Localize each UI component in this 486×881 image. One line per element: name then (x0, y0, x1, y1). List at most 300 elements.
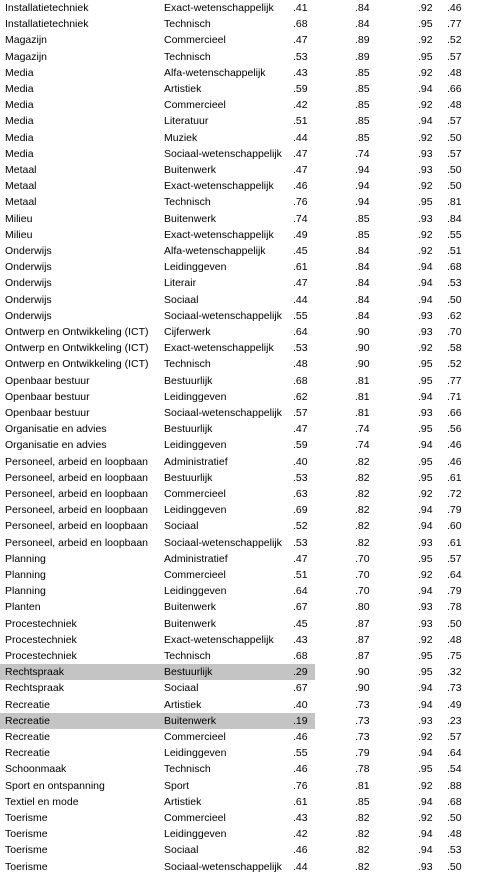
value-cell-3: .92 (418, 731, 433, 743)
type-cell: Literair (164, 277, 197, 290)
value-cell-3: .92 (418, 633, 433, 646)
sector-cell: Planten (5, 601, 41, 614)
table-row (0, 308, 486, 324)
type-cell: Commercieel (164, 812, 226, 824)
sector-cell: Procestechniek (5, 633, 77, 646)
value-cell-1: .47 (293, 147, 308, 160)
sector-cell: Rechtspraak (5, 682, 64, 695)
table-row (0, 0, 486, 16)
value-cell-3: .94 (418, 83, 433, 95)
value-cell-2: .82 (355, 520, 370, 533)
value-cell-2: .70 (355, 569, 370, 581)
sector-cell: Toerisme (5, 812, 48, 824)
type-cell: Exact-wetenschappelijk (164, 342, 274, 355)
type-cell: Administratief (164, 455, 228, 468)
value-cell-3: .92 (418, 66, 433, 79)
type-cell: Leidinggeven (164, 504, 227, 517)
sector-cell: Organisatie en advies (5, 423, 107, 436)
value-cell-4: .52 (447, 34, 462, 47)
value-cell-3: .95 (418, 763, 433, 776)
sector-cell: Personeel, arbeid en loopbaan (5, 504, 149, 517)
value-cell-2: .85 (355, 66, 370, 79)
type-cell: Cijferwerk (164, 326, 211, 338)
value-cell-1: .47 (293, 423, 308, 436)
value-cell-1: .45 (293, 617, 308, 630)
value-cell-4: .53 (447, 844, 462, 857)
value-cell-3: .95 (418, 374, 433, 387)
table-row (0, 65, 486, 81)
value-cell-3: .94 (418, 115, 433, 128)
table-row (0, 437, 486, 453)
sector-cell: Media (5, 131, 34, 144)
value-cell-2: .85 (355, 115, 370, 128)
sector-cell: Planning (5, 585, 46, 598)
value-cell-2: .73 (355, 731, 370, 743)
type-cell: Leidinggeven (164, 261, 227, 274)
value-cell-4: .75 (447, 650, 462, 662)
sector-cell: Installatietechniek (5, 18, 89, 31)
value-cell-1: .43 (293, 633, 308, 646)
value-cell-2: .70 (355, 552, 370, 565)
value-cell-4: .64 (447, 747, 462, 760)
value-cell-2: .73 (355, 698, 370, 711)
value-cell-2: .85 (355, 795, 370, 808)
type-cell: Exact-wetenschappelijk (164, 2, 274, 14)
value-cell-4: .77 (447, 18, 462, 31)
value-cell-4: .50 (447, 860, 462, 873)
value-cell-3: .93 (418, 326, 433, 338)
type-cell: Exact-wetenschappelijk (164, 633, 274, 646)
value-cell-4: .48 (447, 66, 462, 79)
type-cell: Bestuurlijk (164, 423, 213, 436)
sector-cell: Media (5, 147, 34, 160)
table-row (0, 49, 486, 65)
value-cell-1: .62 (293, 390, 308, 403)
table-row (0, 227, 486, 243)
value-cell-4: .46 (447, 439, 462, 452)
value-cell-1: .59 (293, 83, 308, 95)
type-cell: Sociaal-wetenschappelijk (164, 147, 282, 160)
value-cell-1: .40 (293, 698, 308, 711)
sector-cell: Milieu (5, 228, 33, 241)
sector-cell: Textiel en mode (5, 795, 79, 808)
value-cell-4: .57 (447, 552, 462, 565)
type-cell: Sociaal-wetenschappelijk (164, 860, 282, 873)
value-cell-1: .49 (293, 228, 308, 241)
value-cell-1: .43 (293, 812, 308, 824)
sector-cell: Openbaar bestuur (5, 374, 90, 387)
value-cell-3: .93 (418, 309, 433, 322)
value-cell-1: .45 (293, 245, 308, 257)
type-cell: Muziek (164, 131, 198, 144)
value-cell-1: .46 (293, 763, 308, 776)
value-cell-3: .92 (418, 569, 433, 581)
value-cell-3: .92 (418, 99, 433, 112)
value-cell-1: .55 (293, 309, 308, 322)
table-row (0, 810, 486, 826)
value-cell-1: .69 (293, 504, 308, 517)
value-cell-1: .44 (293, 293, 308, 306)
value-cell-3: .93 (418, 536, 433, 549)
sector-cell: Magazijn (5, 50, 48, 63)
value-cell-3: .94 (418, 439, 433, 452)
value-cell-4: .50 (447, 164, 462, 176)
value-cell-1: .43 (293, 66, 308, 79)
value-cell-4: .57 (447, 731, 462, 743)
value-cell-2: .84 (355, 309, 370, 322)
table-row (0, 648, 486, 664)
value-cell-4: .46 (447, 2, 462, 14)
type-cell: Sociaal (164, 520, 199, 533)
value-cell-4: .57 (447, 115, 462, 128)
type-cell: Bestuurlijk (164, 374, 213, 387)
value-cell-4: .62 (447, 309, 462, 322)
table-row (0, 178, 486, 194)
value-cell-3: .94 (418, 844, 433, 857)
sector-cell: Openbaar bestuur (5, 390, 90, 403)
value-cell-3: .95 (418, 455, 433, 468)
value-cell-3: .93 (418, 617, 433, 630)
sector-cell: Milieu (5, 212, 33, 225)
value-cell-2: .80 (355, 601, 370, 614)
value-cell-2: .82 (355, 455, 370, 468)
table-row (0, 324, 486, 340)
value-cell-3: .94 (418, 795, 433, 808)
sector-cell: Recreatie (5, 747, 50, 760)
value-cell-1: .44 (293, 131, 308, 144)
sector-cell: Organisatie en advies (5, 439, 107, 452)
type-cell: Technisch (164, 196, 211, 209)
value-cell-2: .84 (355, 277, 370, 290)
table-row (0, 616, 486, 632)
table-row (0, 130, 486, 146)
type-cell: Bestuurlijk (164, 471, 213, 484)
value-cell-1: .29 (293, 666, 308, 679)
value-cell-2: .70 (355, 585, 370, 598)
value-cell-4: .58 (447, 342, 462, 355)
value-cell-3: .94 (418, 261, 433, 274)
sector-cell: Schoonmaak (5, 763, 67, 776)
value-cell-2: .84 (355, 2, 370, 14)
table-row (0, 275, 486, 291)
value-cell-1: .40 (293, 455, 308, 468)
value-cell-3: .92 (418, 34, 433, 47)
type-cell: Exact-wetenschappelijk (164, 228, 274, 241)
value-cell-4: .50 (447, 293, 462, 306)
value-cell-4: .49 (447, 698, 462, 711)
value-cell-3: .95 (418, 196, 433, 209)
value-cell-3: .94 (418, 682, 433, 695)
value-cell-2: .74 (355, 147, 370, 160)
value-cell-3: .95 (418, 423, 433, 436)
value-cell-4: .88 (447, 779, 462, 792)
sector-cell: Metaal (5, 164, 37, 176)
value-cell-1: .51 (293, 569, 308, 581)
value-cell-4: .55 (447, 228, 462, 241)
value-cell-2: .90 (355, 358, 370, 371)
value-cell-2: .84 (355, 293, 370, 306)
value-cell-2: .84 (355, 261, 370, 274)
value-cell-1: .19 (293, 714, 308, 727)
type-cell: Technisch (164, 50, 211, 63)
value-cell-2: .82 (355, 471, 370, 484)
type-cell: Sociaal-wetenschappelijk (164, 407, 282, 419)
type-cell: Leidinggeven (164, 585, 227, 598)
type-cell: Commercieel (164, 488, 226, 500)
value-cell-4: .32 (447, 666, 462, 679)
sector-cell: Metaal (5, 180, 37, 193)
value-cell-4: .50 (447, 131, 462, 144)
sector-cell: Planning (5, 552, 46, 565)
value-cell-2: .82 (355, 860, 370, 873)
table-row (0, 16, 486, 32)
sector-cell: Onderwijs (5, 309, 52, 322)
value-cell-3: .92 (418, 488, 433, 500)
type-cell: Technisch (164, 650, 211, 662)
value-cell-4: .79 (447, 585, 462, 598)
table-row (0, 518, 486, 534)
table-row (0, 81, 486, 97)
value-cell-4: .73 (447, 682, 462, 695)
value-cell-3: .92 (418, 812, 433, 824)
value-cell-1: .68 (293, 18, 308, 31)
value-cell-1: .47 (293, 34, 308, 47)
value-cell-3: .92 (418, 779, 433, 792)
value-cell-2: .94 (355, 180, 370, 193)
value-cell-2: .73 (355, 714, 370, 727)
value-cell-1: .42 (293, 99, 308, 112)
table-row (0, 421, 486, 437)
type-cell: Leidinggeven (164, 439, 227, 452)
type-cell: Exact-wetenschappelijk (164, 180, 274, 193)
sector-cell: Toerisme (5, 844, 48, 857)
table-row (0, 729, 486, 745)
value-cell-1: .52 (293, 520, 308, 533)
value-cell-1: .53 (293, 471, 308, 484)
table-row (0, 340, 486, 356)
table-row (0, 778, 486, 794)
value-cell-2: .82 (355, 844, 370, 857)
value-cell-2: .87 (355, 633, 370, 646)
sector-cell: Onderwijs (5, 293, 52, 306)
value-cell-1: .55 (293, 747, 308, 760)
sector-cell: Procestechniek (5, 617, 77, 630)
value-cell-4: .61 (447, 471, 462, 484)
sector-cell: Toerisme (5, 828, 48, 841)
value-cell-2: .78 (355, 763, 370, 776)
table-row (0, 113, 486, 129)
table-row (0, 162, 486, 178)
table-row (0, 454, 486, 470)
sector-cell: Toerisme (5, 860, 48, 873)
type-cell: Sociaal-wetenschappelijk (164, 309, 282, 322)
table-row (0, 32, 486, 48)
value-cell-1: .47 (293, 552, 308, 565)
value-cell-2: .74 (355, 423, 370, 436)
type-cell: Sociaal (164, 293, 199, 306)
table-row (0, 745, 486, 761)
type-cell: Commercieel (164, 34, 226, 47)
table-row (0, 680, 486, 696)
type-cell: Artistiek (164, 795, 202, 808)
value-cell-3: .92 (418, 2, 433, 14)
value-cell-3: .93 (418, 147, 433, 160)
type-cell: Leidinggeven (164, 390, 227, 403)
sector-cell: Personeel, arbeid en loopbaan (5, 520, 149, 533)
value-cell-4: .66 (447, 83, 462, 95)
value-cell-2: .90 (355, 682, 370, 695)
value-cell-4: .23 (447, 714, 462, 727)
sector-cell: Onderwijs (5, 261, 52, 274)
value-cell-1: .47 (293, 277, 308, 290)
value-cell-3: .93 (418, 212, 433, 225)
table-row (0, 292, 486, 308)
value-cell-3: .94 (418, 828, 433, 841)
type-cell: Commercieel (164, 569, 226, 581)
table-row (0, 664, 486, 680)
table-row (0, 551, 486, 567)
value-cell-1: .64 (293, 326, 308, 338)
value-cell-4: .79 (447, 504, 462, 517)
value-cell-1: .51 (293, 115, 308, 128)
value-cell-1: .41 (293, 2, 308, 14)
value-cell-3: .92 (418, 131, 433, 144)
value-cell-4: .78 (447, 601, 462, 614)
value-cell-2: .85 (355, 228, 370, 241)
type-cell: Sociaal (164, 844, 199, 857)
type-cell: Leidinggeven (164, 828, 227, 841)
value-cell-4: .56 (447, 423, 462, 436)
table-row (0, 761, 486, 777)
value-cell-3: .94 (418, 390, 433, 403)
value-cell-2: .74 (355, 439, 370, 452)
value-cell-2: .94 (355, 164, 370, 176)
value-cell-3: .92 (418, 180, 433, 193)
value-cell-3: .92 (418, 342, 433, 355)
value-cell-4: .64 (447, 569, 462, 581)
sector-cell: Procestechniek (5, 650, 77, 662)
type-cell: Leidinggeven (164, 747, 227, 760)
value-cell-4: .52 (447, 358, 462, 371)
sector-cell: Recreatie (5, 714, 50, 727)
value-cell-4: .84 (447, 212, 462, 225)
table-row (0, 211, 486, 227)
value-cell-1: .67 (293, 682, 308, 695)
sector-cell: Ontwerp en Ontwikkeling (ICT) (5, 326, 149, 338)
table-row (0, 194, 486, 210)
value-cell-4: .60 (447, 520, 462, 533)
value-cell-2: .85 (355, 131, 370, 144)
value-cell-1: .59 (293, 439, 308, 452)
value-cell-3: .94 (418, 747, 433, 760)
table-row (0, 146, 486, 162)
table-row (0, 842, 486, 858)
value-cell-2: .90 (355, 342, 370, 355)
value-cell-1: .48 (293, 358, 308, 371)
type-cell: Buitenwerk (164, 601, 216, 614)
value-cell-4: .68 (447, 261, 462, 274)
sector-cell: Media (5, 99, 34, 112)
value-cell-1: .46 (293, 844, 308, 857)
value-cell-1: .74 (293, 212, 308, 225)
table-row (0, 97, 486, 113)
type-cell: Administratief (164, 552, 228, 565)
value-cell-4: .46 (447, 455, 462, 468)
sector-cell: Recreatie (5, 698, 50, 711)
sector-cell: Rechtspraak (5, 666, 64, 679)
value-cell-4: .53 (447, 277, 462, 290)
type-cell: Technisch (164, 358, 211, 371)
table-row (0, 794, 486, 810)
value-cell-1: .53 (293, 536, 308, 549)
value-cell-3: .92 (418, 228, 433, 241)
type-cell: Buitenwerk (164, 212, 216, 225)
value-cell-3: .92 (418, 245, 433, 257)
table-row (0, 859, 486, 875)
type-cell: Artistiek (164, 698, 202, 711)
sector-cell: Openbaar bestuur (5, 407, 90, 419)
value-cell-1: .46 (293, 180, 308, 193)
type-cell: Alfa-wetenschappelijk (164, 245, 266, 257)
value-cell-1: .63 (293, 488, 308, 500)
table-row (0, 470, 486, 486)
value-cell-3: .94 (418, 504, 433, 517)
value-cell-3: .93 (418, 601, 433, 614)
value-cell-3: .93 (418, 714, 433, 727)
value-cell-2: .85 (355, 83, 370, 95)
value-cell-2: .81 (355, 390, 370, 403)
value-cell-2: .89 (355, 50, 370, 63)
value-cell-2: .87 (355, 650, 370, 662)
sector-cell: Media (5, 66, 34, 79)
value-cell-3: .95 (418, 666, 433, 679)
value-cell-2: .84 (355, 245, 370, 257)
value-cell-3: .94 (418, 293, 433, 306)
sector-cell: Ontwerp en Ontwikkeling (ICT) (5, 342, 149, 355)
value-cell-3: .95 (418, 471, 433, 484)
table-row (0, 583, 486, 599)
type-cell: Buitenwerk (164, 714, 216, 727)
value-cell-3: .95 (418, 650, 433, 662)
sector-cell: Installatietechniek (5, 2, 89, 14)
value-cell-1: .57 (293, 407, 308, 419)
value-cell-3: .95 (418, 358, 433, 371)
value-cell-3: .94 (418, 698, 433, 711)
table-row (0, 826, 486, 842)
sector-cell: Personeel, arbeid en loopbaan (5, 471, 149, 484)
value-cell-2: .94 (355, 196, 370, 209)
value-cell-3: .93 (418, 164, 433, 176)
value-cell-4: .72 (447, 488, 462, 500)
value-cell-3: .93 (418, 860, 433, 873)
value-cell-2: .82 (355, 488, 370, 500)
sector-cell: Planning (5, 569, 46, 581)
value-cell-2: .90 (355, 326, 370, 338)
value-cell-1: .46 (293, 731, 308, 743)
value-cell-2: .82 (355, 504, 370, 517)
value-cell-2: .82 (355, 536, 370, 549)
sector-cell: Metaal (5, 196, 37, 209)
type-cell: Literatuur (164, 115, 209, 128)
table-row (0, 356, 486, 372)
sector-cell: Sport en ontspanning (5, 779, 105, 792)
table-row (0, 373, 486, 389)
sector-cell: Personeel, arbeid en loopbaan (5, 488, 149, 500)
value-cell-2: .85 (355, 212, 370, 225)
table-row (0, 535, 486, 551)
table-row (0, 389, 486, 405)
value-cell-1: .64 (293, 585, 308, 598)
